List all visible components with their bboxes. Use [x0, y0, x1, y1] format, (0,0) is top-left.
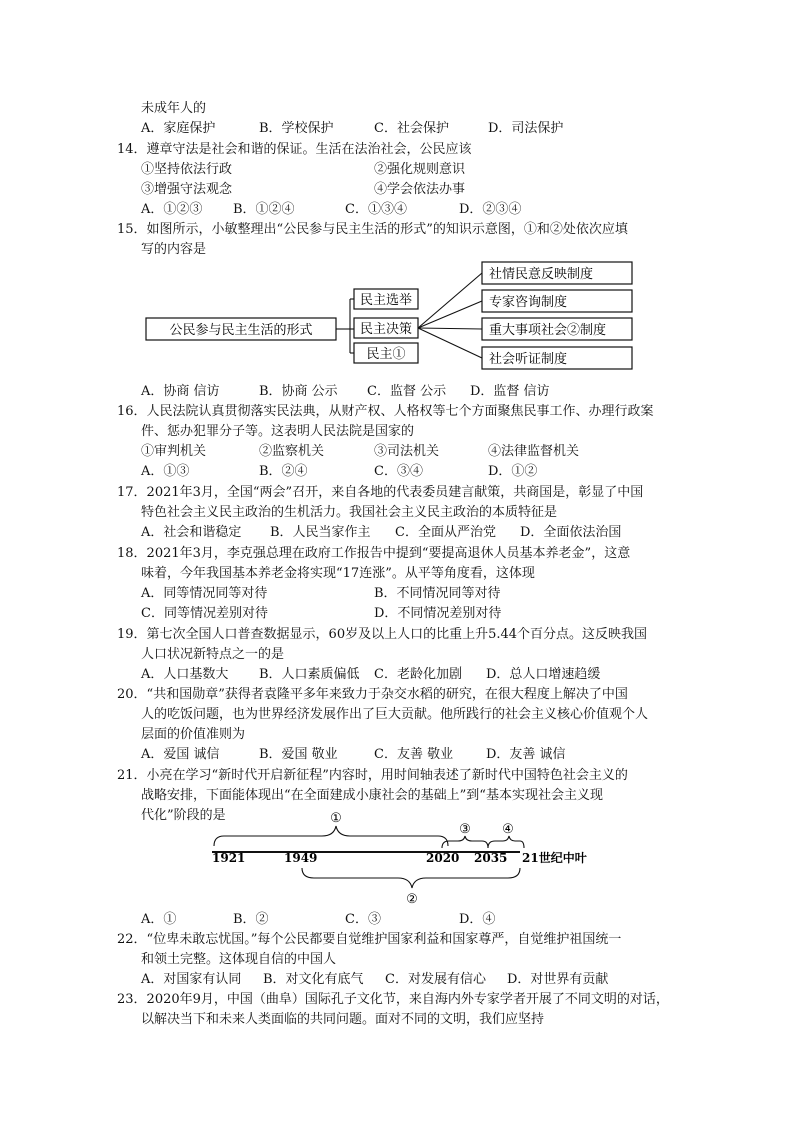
q21-tick-1949: 1949: [284, 851, 318, 865]
q15-stem-line1: 15．如图所示，小敏整理出“公民参与民主生活的形式”的知识示意图，①和②处依次应填: [117, 222, 628, 237]
q18-option-c[interactable]: C．同等情况差别对待: [141, 606, 268, 621]
q15-option-a[interactable]: A．协商 信访: [141, 384, 220, 399]
q15-branch-label-1: 民主选举: [359, 293, 413, 308]
q20-option-d[interactable]: D．友善 诚信: [486, 747, 566, 762]
q16-option-b[interactable]: B．②④: [259, 464, 308, 479]
q16-option-d[interactable]: D．①②: [488, 464, 538, 479]
q16-option-c[interactable]: C．③④: [374, 464, 423, 479]
q21-stem-line1: 21．小亮在学习“新时代开启新征程”内容时，用时间轴表述了新时代中国特色社会主义的: [117, 768, 628, 783]
q20-stem-line3: 层面的价值准则为: [141, 727, 246, 742]
q20-option-b[interactable]: B．爱国 敬业: [259, 747, 338, 762]
q21-bracket-4: [488, 836, 524, 848]
q15-branch-label-2: 民主决策: [359, 322, 413, 337]
q21-tick-2035: 2035: [474, 851, 508, 865]
q15-branch-label-3: 民主①: [366, 347, 406, 362]
q21-tick-2020: 2020: [426, 851, 460, 865]
q22-option-c[interactable]: C．对发展有信心: [385, 972, 486, 987]
q21-option-c[interactable]: C．③: [345, 912, 381, 927]
q19-option-b[interactable]: B．人口素质偏低: [259, 667, 360, 682]
q20-option-c[interactable]: C．友善 敬业: [374, 747, 454, 762]
q21-tick-21c: 21世纪中叶: [522, 851, 587, 865]
q17-option-a[interactable]: A．社会和谐稳定: [141, 525, 242, 540]
q22-option-d[interactable]: D．对世界有贡献: [507, 972, 609, 987]
q18-option-a[interactable]: A．同等情况同等对待: [141, 586, 268, 601]
q14-item-4: ④学会依法办事: [374, 182, 466, 197]
q17-option-d[interactable]: D．全面依法治国: [520, 525, 622, 540]
q21-bracket-2: [302, 868, 520, 888]
q15-leaf-label-4: 社会听证制度: [489, 352, 568, 367]
q14-option-d[interactable]: D．②③④: [459, 202, 522, 217]
q19-option-c[interactable]: C．老龄化加剧: [374, 667, 462, 682]
q14-option-b[interactable]: B．①②④: [233, 202, 295, 217]
q22-option-b[interactable]: B．对文化有底气: [263, 972, 364, 987]
q18-option-b[interactable]: B．不同情况同等对待: [374, 586, 501, 601]
q18-stem-line1: 18．2021年3月，李克强总理在政府工作报告中提到“要提高退休人员基本养老金”，这意: [117, 546, 631, 561]
q16-item-2: ②监察机关: [259, 444, 325, 459]
q23-stem-line2: 以解决当下和未来人类面临的共同问题。面对不同的文明，我们应坚持: [141, 1012, 545, 1027]
q15-root-label: 公民参与民主生活的形式: [169, 323, 313, 338]
q16-item-3: ③司法机关: [374, 444, 440, 459]
q21-mark-2: ②: [406, 892, 418, 906]
q21-bracket-3: [442, 836, 488, 848]
q21-option-d[interactable]: D．④: [459, 912, 496, 927]
q20-option-a[interactable]: A．爱国 诚信: [141, 747, 220, 762]
q14-item-1: ①坚持依法行政: [141, 162, 233, 177]
q13-option-c[interactable]: C．社会保护: [374, 121, 449, 136]
q21-option-b[interactable]: B．②: [233, 912, 269, 927]
q14-option-a[interactable]: A．①②③: [141, 202, 203, 217]
q16-stem-line2: 件、惩办犯罪分子等。这表明人民法院是国家的: [141, 424, 415, 439]
q16-stem-line1: 16．人民法院认真贯彻落实民法典，从财产权、人格权等七个方面聚焦民事工作、办理行政案: [117, 404, 654, 419]
q20-stem-line1: 20．“共和国勋章”获得者袁隆平多年来致力于杂交水稻的研究，在很大程度上解决了中国: [117, 687, 628, 702]
q18-option-d[interactable]: D．不同情况差别对待: [374, 606, 502, 621]
q22-stem-line1: 22．“位卑未敢忘忧国。”每个公民都要自觉维护国家利益和国家尊严，自觉维护祖国统一: [117, 932, 622, 947]
q21-tick-1921: 1921: [212, 851, 246, 865]
q13-stem-cont: 未成年人的: [141, 101, 207, 116]
q13-option-a[interactable]: A．家庭保护: [141, 121, 216, 136]
q19-option-a[interactable]: A．人口基数大: [141, 667, 229, 682]
q23-stem-line1: 23．2020年9月，中国（曲阜）国际孔子文化节，来自海内外专家学者开展了不同文明的对话，: [117, 992, 669, 1007]
q20-stem-line2: 人的吃饭问题，也为世界经济发展作出了巨大贡献。他所践行的社会主义核心价值观个人: [141, 707, 649, 722]
q15-stem-line2: 写的内容是: [141, 242, 207, 257]
q15-option-b[interactable]: B．协商 公示: [259, 384, 338, 399]
q15-diagram: [140, 258, 670, 376]
q17-option-c[interactable]: C．全面从严治党: [395, 525, 496, 540]
q15-leaf-label-2: 专家咨询制度: [489, 295, 568, 310]
q21-mark-4: ④: [502, 822, 514, 837]
q14-option-c[interactable]: C．①③④: [345, 202, 407, 217]
q19-option-d[interactable]: D．总人口增速趋缓: [486, 667, 601, 682]
q21-stem-line2: 战略安排，下面能体现出“在全面建成小康社会的基础上”到“基本实现社会主义现: [141, 788, 603, 803]
q15-option-c[interactable]: C．监督 公示: [367, 384, 447, 399]
q13-option-d[interactable]: D．司法保护: [488, 121, 564, 136]
q13-option-b[interactable]: B．学校保护: [259, 121, 334, 136]
q21-stem-line3: 代化”阶段的是: [141, 808, 226, 823]
q21-bracket-1: [214, 826, 448, 846]
q17-stem-line1: 17．2021年3月，全国“两会”召开，来自各地的代表委员建言献策，共商国是，彰显了中国: [117, 485, 644, 500]
q15-leaf-label-1: 社情民意反映制度: [489, 267, 594, 282]
q22-option-a[interactable]: A．对国家有认同: [141, 972, 242, 987]
q16-item-1: ①审判机关: [141, 444, 207, 459]
q16-option-a[interactable]: A．①③: [141, 464, 190, 479]
q21-mark-3: ③: [459, 822, 471, 837]
q18-stem-line2: 味着，今年我国基本养老金将实现“17连涨”。从平等角度看，这体现: [141, 566, 535, 581]
q21-timeline: [210, 808, 590, 906]
q17-option-b[interactable]: B．人民当家作主: [270, 525, 371, 540]
q19-stem-line2: 人口状况新特点之一的是: [141, 647, 285, 662]
q15-leaf-label-3: 重大事项社会②制度: [489, 323, 607, 338]
q22-stem-line2: 和领土完整。这体现自信的中国人: [141, 952, 337, 967]
q14-item-2: ②强化规则意识: [374, 162, 466, 177]
q21-mark-1: ①: [330, 811, 342, 826]
q21-option-a[interactable]: A．①: [141, 912, 177, 927]
q19-stem-line1: 19．第七次全国人口普查数据显示，60岁及以上人口的比重上升5.44个百分点。这反映我国: [117, 627, 648, 642]
q14-stem: 14．遵章守法是社会和谐的保证。生活在法治社会，公民应该: [117, 142, 472, 157]
q15-option-d[interactable]: D．监督 信访: [470, 384, 550, 399]
q14-item-3: ③增强守法观念: [141, 182, 233, 197]
q17-stem-line2: 特色社会主义民主政治的生机活力。我国社会主义民主政治的本质特征是: [141, 505, 558, 520]
q16-item-4: ④法律监督机关: [488, 444, 580, 459]
